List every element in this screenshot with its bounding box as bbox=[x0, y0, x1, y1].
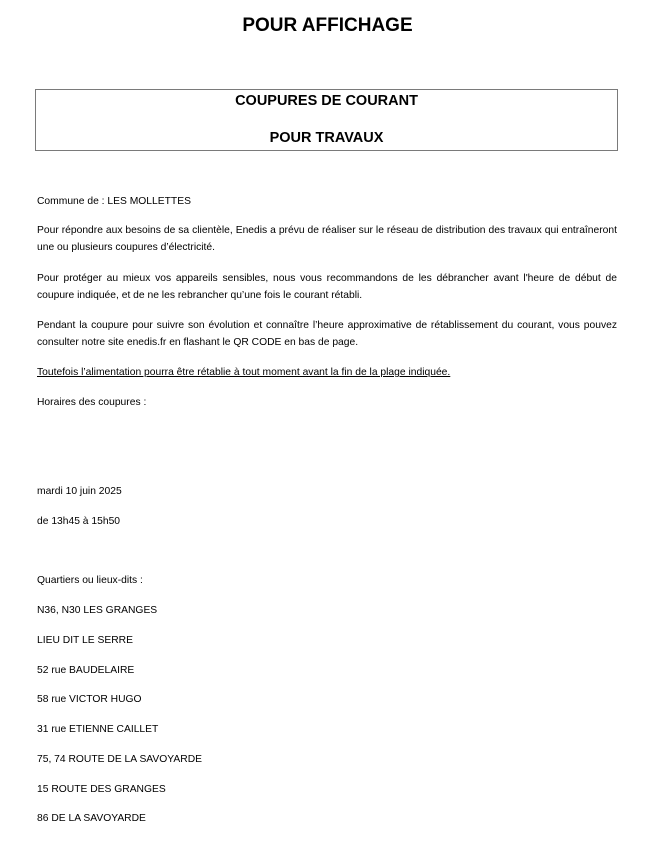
warning-text: Toutefois l’alimentation pourra être rétablie à tout moment avant la fin de la plage indiquée. bbox=[37, 367, 451, 378]
tracking-paragraph: Pendant la coupure pour suivre son évolution et connaître l’heure approximative de rétablissement du courant, vous pouvez consulter notre site enedis.fr en flashant le QR CODE en bas de page. bbox=[37, 320, 617, 348]
location-item: 86 DE LA SAVOYARDE bbox=[37, 813, 146, 824]
notice-box bbox=[35, 89, 618, 151]
notice-subtitle: POUR TRAVAUX bbox=[269, 130, 384, 146]
location-item: N36, N30 LES GRANGES bbox=[37, 605, 158, 616]
schedule-date: mardi 10 juin 2025 bbox=[37, 486, 122, 497]
location-item: LIEU DIT LE SERRE bbox=[37, 635, 133, 646]
locations-label: Quartiers ou lieux-dits : bbox=[37, 575, 143, 586]
location-item: 58 rue VICTOR HUGO bbox=[37, 694, 142, 705]
location-item: 15 ROUTE DES GRANGES bbox=[37, 784, 166, 795]
warning-wrapper bbox=[37, 364, 617, 381]
protection-paragraph: Pour protéger au mieux vos appareils sensibles, nous vous recommandons de les débrancher avant l'heure de début de coupure indiquée, et de ne les rebrancher qu’une fois le courant rétabli. bbox=[37, 273, 617, 301]
intro-paragraph: Pour répondre aux besoins de sa clientèle, Enedis a prévu de réaliser sur le réseau de distribution des travaux qui entraîneront une ou plusieurs coupures d’électricité. bbox=[37, 225, 617, 253]
schedule-time: de 13h45 à 15h50 bbox=[37, 516, 121, 527]
commune-label: Commune de : LES MOLLETTES bbox=[37, 196, 191, 207]
notice-title: COUPURES DE COURANT bbox=[235, 93, 418, 109]
schedule-label: Horaires des coupures : bbox=[37, 397, 147, 408]
page-title: POUR AFFICHAGE bbox=[242, 15, 413, 36]
location-item: 52 rue BAUDELAIRE bbox=[37, 665, 135, 676]
location-item: 31 rue ETIENNE CAILLET bbox=[37, 724, 159, 735]
location-item: 75, 74 ROUTE DE LA SAVOYARDE bbox=[37, 754, 203, 765]
